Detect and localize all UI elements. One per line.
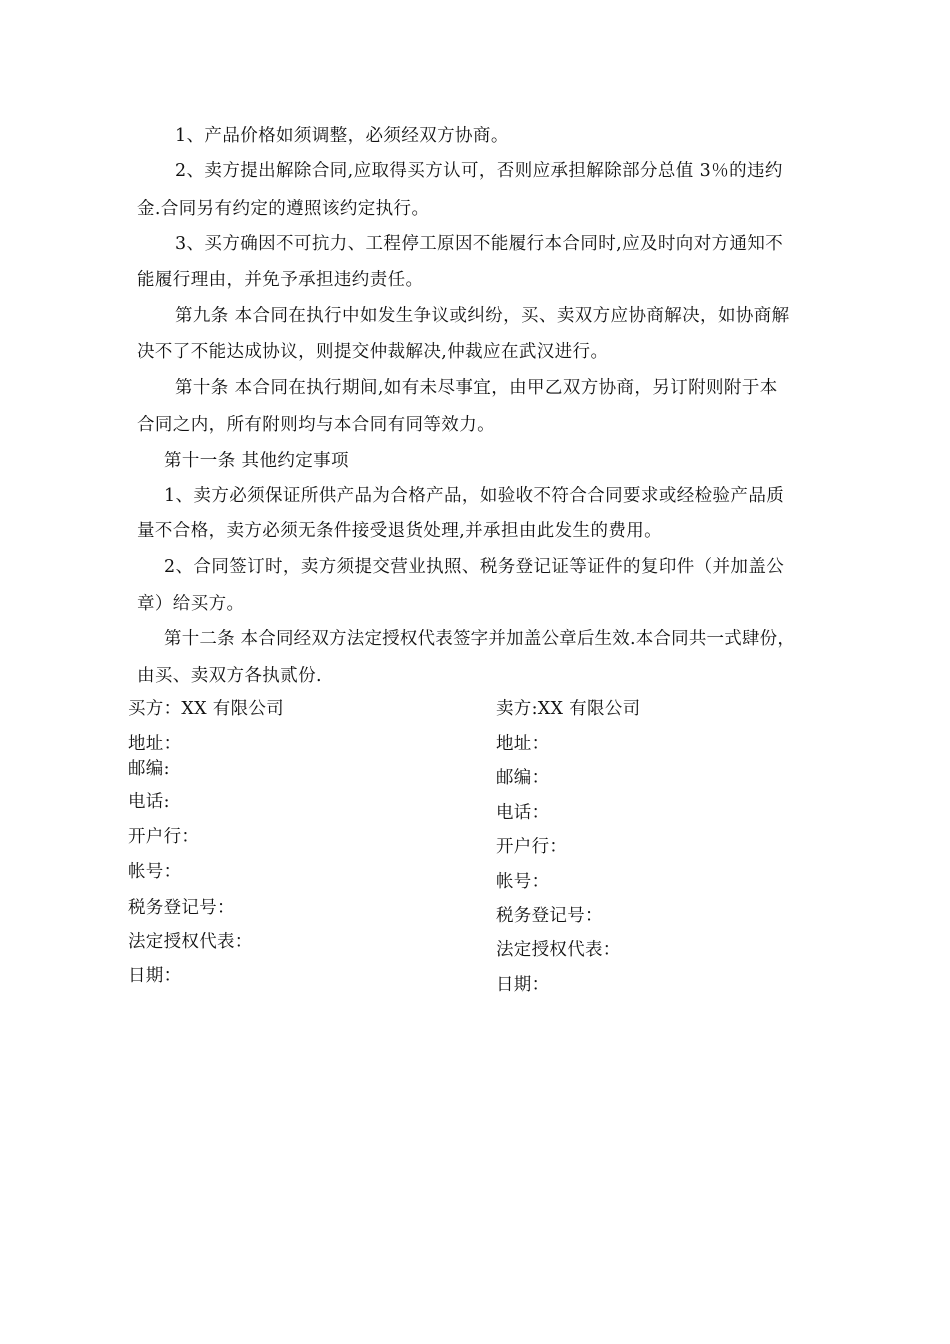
clause-price-adjustment: 1、产品价格如须调整，必须经双方协商。 (175, 126, 509, 146)
seller-tax-number: 税务登记号： (496, 906, 603, 926)
buyer-bank: 开户行： (128, 827, 200, 847)
buyer-representative: 法定授权代表： (128, 932, 253, 952)
buyer-postcode: 邮编: (128, 759, 170, 779)
clause-seller-termination-cont: 金.合同另有约定的遵照该约定执行。 (137, 199, 430, 219)
seller-postcode: 邮编： (496, 768, 550, 788)
buyer-account: 帐号： (128, 862, 182, 882)
article-11-heading: 第十一条 其他约定事项 (164, 451, 349, 471)
seller-representative: 法定授权代表： (496, 940, 621, 960)
buyer-phone: 电话: (128, 792, 170, 812)
seller-bank: 开户行： (496, 837, 568, 857)
seller-phone: 电话： (496, 803, 550, 823)
article-10: 第十条 本合同在执行期间,如有未尽事宜，由甲乙双方协商，另订附则附于本 (175, 378, 778, 398)
article-9-cont: 决不了不能达成协议，则提交仲裁解决,仲裁应在武汉进行。 (137, 342, 609, 362)
article-10-cont: 合同之内，所有附则均与本合同有同等效力。 (137, 415, 495, 435)
buyer-date: 日期： (128, 966, 182, 986)
buyer-address: 地址： (128, 734, 182, 754)
clause-seller-termination: 2、卖方提出解除合同,应取得买方认可，否则应承担解除部分总值 3％的违约 (175, 161, 783, 181)
seller-name: 卖方:XX 有限公司 (496, 699, 641, 719)
article-9: 第九条 本合同在执行中如发生争议或纠纷，买、卖双方应协商解决，如协商解 (175, 306, 790, 326)
article-11-item-1: 1、卖方必须保证所供产品为合格产品，如验收不符合合同要求或经检验产品质 (164, 486, 785, 506)
clause-force-majeure: 3、买方确因不可抗力、工程停工原因不能履行本合同时,应及时向对方通知不 (175, 234, 784, 254)
buyer-name: 买方：XX 有限公司 (128, 699, 284, 719)
clause-force-majeure-cont: 能履行理由，并免予承担违约责任。 (137, 270, 424, 290)
article-12-cont: 由买、卖双方各执贰份. (137, 666, 322, 686)
seller-address: 地址： (496, 734, 550, 754)
article-11-item-2-cont: 章）给买方。 (137, 594, 245, 614)
article-11-item-2: 2、合同签订时，卖方须提交营业执照、税务登记证等证件的复印件（并加盖公 (164, 557, 785, 577)
article-11-item-1-cont: 量不合格，卖方必须无条件接受退货处理,并承担由此发生的费用。 (137, 521, 663, 541)
seller-date: 日期： (496, 975, 550, 995)
article-12: 第十二条 本合同经双方法定授权代表签字并加盖公章后生效.本合同共一式肆份， (164, 629, 796, 649)
seller-account: 帐号： (496, 872, 550, 892)
buyer-tax-number: 税务登记号： (128, 898, 235, 918)
